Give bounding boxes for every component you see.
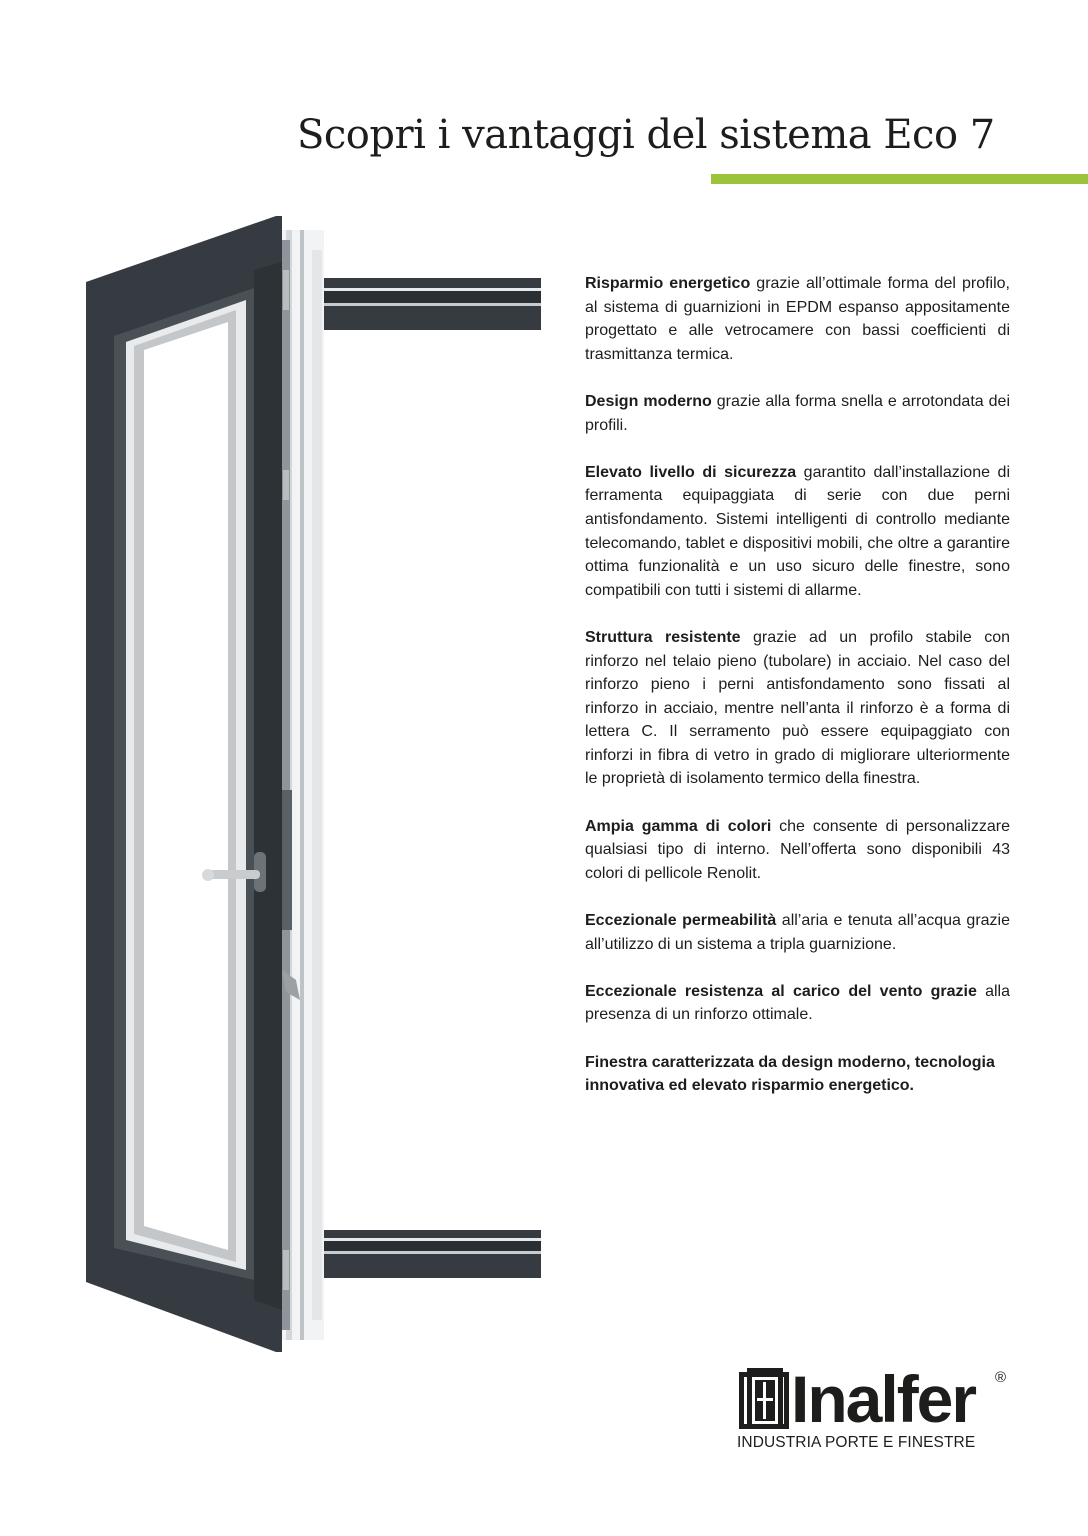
feature-modern-design bbox=[585, 390, 1010, 437]
feature-permeability bbox=[585, 909, 1010, 956]
window-sash bbox=[86, 216, 282, 1352]
open-window-icon bbox=[86, 210, 541, 1355]
page-title: Scopri i vantaggi del sistema Eco 7 bbox=[297, 112, 995, 158]
feature-colors bbox=[585, 815, 1010, 886]
feature-text: grazie all’ottimale forma del profilo, al sistema di guarnizioni in EPDM espanso appositamente progettato e alle vetrocamere con bassi coefficienti di trasmittanza termica. bbox=[585, 275, 1010, 363]
feature-heading: Struttura resistente bbox=[585, 628, 741, 646]
brand-tagline: INDUSTRIA PORTE E FINESTRE bbox=[737, 1434, 976, 1451]
feature-energy-saving bbox=[585, 272, 1010, 366]
feature-text: alla presenza di un rinforzo ottimale. bbox=[585, 982, 1010, 1024]
feature-heading: Risparmio energetico bbox=[585, 275, 751, 292]
feature-heading: Ampia gamma di colori bbox=[585, 817, 772, 835]
closing-statement: Finestra caratterizzata da design moderno, tecnologia innovativa ed elevato risparmio energetico. bbox=[585, 1053, 995, 1095]
feature-text: all’aria e tenuta all’acqua grazie all’utilizzo di un sistema a tripla guarnizione. bbox=[585, 912, 1010, 953]
feature-text: grazie alla forma snella e arrotondata dei profili. bbox=[585, 392, 1010, 434]
frame-top-rail bbox=[316, 278, 541, 330]
feature-structure bbox=[585, 626, 1010, 791]
brand-name: Inalfer bbox=[791, 1362, 976, 1436]
feature-text: grazie ad un profilo stabile con rinforzo nel telaio pieno (tubolare) in acciaio. Nel caso del rinforzo pieno i perni antisfondamento sono fissati al rinforzo in acciaio, mentre nell’anta il rinforzo è a forma di lettera C. Il serramento può essere equipaggiato con rinforzi in fibra di vetro in grado di migliorare ulteriormente le proprietà di isolamento termico della finestra. bbox=[585, 628, 1011, 788]
feature-wind-resistance bbox=[585, 980, 1010, 1027]
brand-logo bbox=[737, 1362, 1017, 1460]
accent-bar bbox=[711, 174, 1088, 184]
feature-heading: Eccezionale resistenza al carico del vento grazie bbox=[585, 982, 977, 1000]
feature-text: garantito dall’installazione di ferramenta equipaggiata di serie con due perni antisfondamento. Sistemi intelligenti di controllo mediante telecomando, tablet e dispositivi mobili, che oltre a garantire ottima funzionalità e un uso sicuro delle finestre, sono compatibili con tutti i sistemi di allarme. bbox=[585, 463, 1010, 599]
features-list bbox=[585, 272, 1010, 1121]
registered-mark: ® bbox=[995, 1369, 1007, 1386]
feature-security bbox=[585, 461, 1010, 603]
feature-heading: Eccezionale permeabilità bbox=[585, 912, 777, 930]
feature-heading: Design moderno bbox=[585, 392, 712, 410]
window-frame-icon bbox=[739, 1368, 789, 1429]
feature-heading: Elevato livello di sicurezza bbox=[585, 463, 797, 481]
feature-text: che consente di personalizzare qualsiasi tipo di interno. Nell’offerta sono disponibili 43 colori di pellicole Renolit. bbox=[585, 817, 1010, 882]
